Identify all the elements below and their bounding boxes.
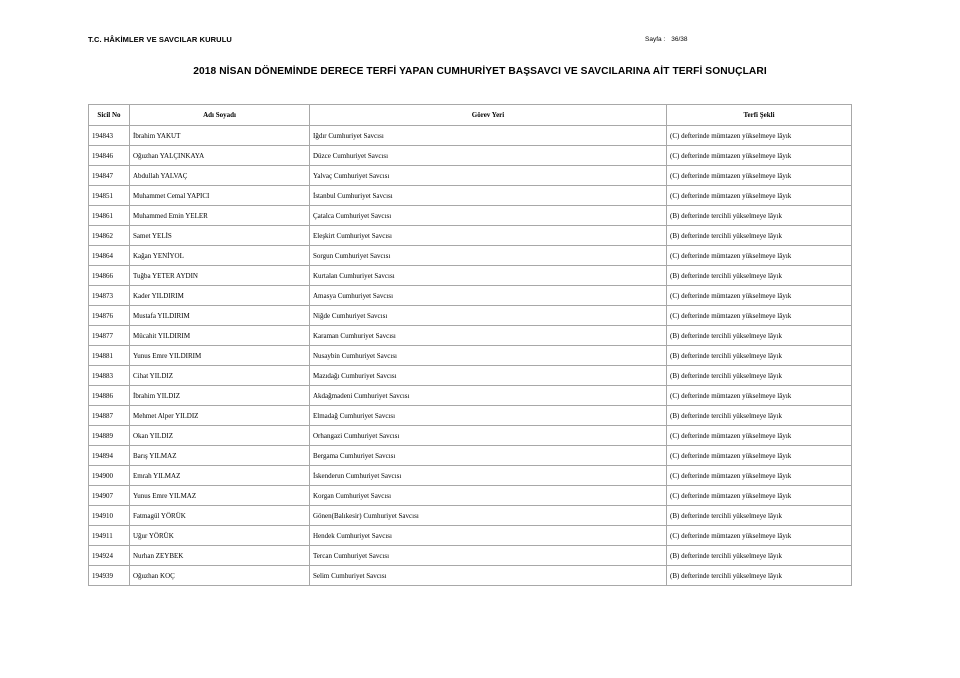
- table-row: [89, 246, 852, 266]
- table-row: [89, 406, 852, 426]
- cell-adi-soyadi: Mehmet Alper YILDIZ: [130, 406, 310, 426]
- cell-sicil-no: 194911: [89, 526, 130, 546]
- table-row: [89, 266, 852, 286]
- organization-name: T.C. HÂKİMLER VE SAVCILAR KURULU: [88, 35, 232, 44]
- cell-gorev-yeri: İstanbul Cumhuriyet Savcısı: [310, 186, 667, 206]
- table-row: [89, 466, 852, 486]
- cell-terfi-sekli: (B) defterinde tercihli yükselmeye lâyık: [667, 226, 852, 246]
- cell-gorev-yeri: Kurtalan Cumhuriyet Savcısı: [310, 266, 667, 286]
- column-header-terfi-sekli: Terfi Şekli: [667, 105, 852, 126]
- cell-terfi-sekli: (C) defterinde mümtazen yükselmeye lâyık: [667, 126, 852, 146]
- cell-adi-soyadi: Kader YILDIRIM: [130, 286, 310, 306]
- cell-terfi-sekli: (B) defterinde tercihli yükselmeye lâyık: [667, 326, 852, 346]
- table-row: [89, 446, 852, 466]
- cell-terfi-sekli: (C) defterinde mümtazen yükselmeye lâyık: [667, 306, 852, 326]
- table-row: [89, 566, 852, 586]
- cell-terfi-sekli: (C) defterinde mümtazen yükselmeye lâyık: [667, 246, 852, 266]
- cell-gorev-yeri: Korgan Cumhuriyet Savcısı: [310, 486, 667, 506]
- cell-adi-soyadi: Abdullah YALVAÇ: [130, 166, 310, 186]
- cell-gorev-yeri: Akdağmadeni Cumhuriyet Savcısı: [310, 386, 667, 406]
- cell-gorev-yeri: Yalvaç Cumhuriyet Savcısı: [310, 166, 667, 186]
- cell-gorev-yeri: Niğde Cumhuriyet Savcısı: [310, 306, 667, 326]
- cell-sicil-no: 194866: [89, 266, 130, 286]
- cell-sicil-no: 194881: [89, 346, 130, 366]
- cell-terfi-sekli: (C) defterinde mümtazen yükselmeye lâyık: [667, 486, 852, 506]
- cell-adi-soyadi: Tuğba YETER AYDIN: [130, 266, 310, 286]
- table-row: [89, 206, 852, 226]
- cell-sicil-no: 194894: [89, 446, 130, 466]
- cell-terfi-sekli: (B) defterinde tercihli yükselmeye lâyık: [667, 266, 852, 286]
- cell-sicil-no: 194910: [89, 506, 130, 526]
- cell-gorev-yeri: Iğdır Cumhuriyet Savcısı: [310, 126, 667, 146]
- cell-terfi-sekli: (C) defterinde mümtazen yükselmeye lâyık: [667, 286, 852, 306]
- table-row: [89, 286, 852, 306]
- cell-adi-soyadi: Barış YILMAZ: [130, 446, 310, 466]
- cell-sicil-no: 194861: [89, 206, 130, 226]
- table-row: [89, 386, 852, 406]
- cell-adi-soyadi: Emrah YILMAZ: [130, 466, 310, 486]
- cell-sicil-no: 194864: [89, 246, 130, 266]
- cell-sicil-no: 194886: [89, 386, 130, 406]
- table-row: [89, 426, 852, 446]
- cell-adi-soyadi: Yunus Emre YILDIRIM: [130, 346, 310, 366]
- cell-adi-soyadi: Oğuzhan YALÇINKAYA: [130, 146, 310, 166]
- cell-adi-soyadi: İbrahim YAKUT: [130, 126, 310, 146]
- cell-adi-soyadi: Okan YILDIZ: [130, 426, 310, 446]
- cell-sicil-no: 194900: [89, 466, 130, 486]
- cell-sicil-no: 194873: [89, 286, 130, 306]
- table-header-row: [89, 105, 852, 126]
- cell-adi-soyadi: Samet YELİS: [130, 226, 310, 246]
- table-row: [89, 146, 852, 166]
- column-header-gorev-yeri: Görev Yeri: [310, 105, 667, 126]
- cell-adi-soyadi: Yunus Emre YILMAZ: [130, 486, 310, 506]
- cell-terfi-sekli: (B) defterinde tercihli yükselmeye lâyık: [667, 406, 852, 426]
- table-row: [89, 126, 852, 146]
- document-title: 2018 NİSAN DÖNEMİNDE DERECE TERFİ YAPAN CUMHURİYET BAŞSAVCI VE SAVCILARINA AİT TERFİ SONUÇLARI: [193, 66, 767, 77]
- cell-gorev-yeri: Sorgun Cumhuriyet Savcısı: [310, 246, 667, 266]
- cell-sicil-no: 194877: [89, 326, 130, 346]
- cell-terfi-sekli: (C) defterinde mümtazen yükselmeye lâyık: [667, 466, 852, 486]
- cell-gorev-yeri: Selim Cumhuriyet Savcısı: [310, 566, 667, 586]
- table-row: [89, 326, 852, 346]
- cell-sicil-no: 194889: [89, 426, 130, 446]
- cell-gorev-yeri: Hendek Cumhuriyet Savcısı: [310, 526, 667, 546]
- cell-adi-soyadi: Mustafa YILDIRIM: [130, 306, 310, 326]
- cell-gorev-yeri: Düzce Cumhuriyet Savcısı: [310, 146, 667, 166]
- cell-gorev-yeri: Tercan Cumhuriyet Savcısı: [310, 546, 667, 566]
- table-row: [89, 346, 852, 366]
- page-number: 36/38: [671, 36, 688, 43]
- cell-sicil-no: 194876: [89, 306, 130, 326]
- cell-terfi-sekli: (B) defterinde tercihli yükselmeye lâyık: [667, 506, 852, 526]
- cell-sicil-no: 194847: [89, 166, 130, 186]
- cell-sicil-no: 194907: [89, 486, 130, 506]
- cell-adi-soyadi: Muhammet Cemal YAPICI: [130, 186, 310, 206]
- cell-adi-soyadi: İbrahim YILDIZ: [130, 386, 310, 406]
- cell-adi-soyadi: Uğur YÖRÜK: [130, 526, 310, 546]
- cell-gorev-yeri: Çatalca Cumhuriyet Savcısı: [310, 206, 667, 226]
- cell-terfi-sekli: (C) defterinde mümtazen yükselmeye lâyık: [667, 186, 852, 206]
- table-row: [89, 486, 852, 506]
- table-row: [89, 166, 852, 186]
- cell-gorev-yeri: Elmadağ Cumhuriyet Savcısı: [310, 406, 667, 426]
- cell-gorev-yeri: Mazıdağı Cumhuriyet Savcısı: [310, 366, 667, 386]
- table-row: [89, 546, 852, 566]
- table-row: [89, 226, 852, 246]
- cell-terfi-sekli: (C) defterinde mümtazen yükselmeye lâyık: [667, 386, 852, 406]
- cell-adi-soyadi: Kağan YENİYOL: [130, 246, 310, 266]
- cell-terfi-sekli: (B) defterinde tercihli yükselmeye lâyık: [667, 206, 852, 226]
- cell-sicil-no: 194939: [89, 566, 130, 586]
- cell-sicil-no: 194883: [89, 366, 130, 386]
- table-body: [89, 126, 852, 586]
- cell-terfi-sekli: (C) defterinde mümtazen yükselmeye lâyık: [667, 166, 852, 186]
- cell-sicil-no: 194843: [89, 126, 130, 146]
- cell-sicil-no: 194851: [89, 186, 130, 206]
- cell-gorev-yeri: Eleşkirt Cumhuriyet Savcısı: [310, 226, 667, 246]
- cell-terfi-sekli: (B) defterinde tercihli yükselmeye lâyık: [667, 566, 852, 586]
- cell-sicil-no: 194887: [89, 406, 130, 426]
- table-row: [89, 526, 852, 546]
- cell-terfi-sekli: (C) defterinde mümtazen yükselmeye lâyık: [667, 526, 852, 546]
- column-header-adi-soyadi: Adı Soyadı: [130, 105, 310, 126]
- cell-adi-soyadi: Fatmagül YÖRÜK: [130, 506, 310, 526]
- table-row: [89, 506, 852, 526]
- cell-gorev-yeri: İskenderun Cumhuriyet Savcısı: [310, 466, 667, 486]
- cell-adi-soyadi: Nurhan ZEYBEK: [130, 546, 310, 566]
- cell-adi-soyadi: Mücahit YILDIRIM: [130, 326, 310, 346]
- cell-terfi-sekli: (C) defterinde mümtazen yükselmeye lâyık: [667, 426, 852, 446]
- page-indicator: [645, 36, 688, 43]
- cell-gorev-yeri: Amasya Cumhuriyet Savcısı: [310, 286, 667, 306]
- column-header-sicil-no: Sicil No: [89, 105, 130, 126]
- cell-adi-soyadi: Oğuzhan KOÇ: [130, 566, 310, 586]
- cell-adi-soyadi: Muhammed Emin YELER: [130, 206, 310, 226]
- cell-gorev-yeri: Orhangazi Cumhuriyet Savcısı: [310, 426, 667, 446]
- cell-sicil-no: 194846: [89, 146, 130, 166]
- cell-terfi-sekli: (C) defterinde mümtazen yükselmeye lâyık: [667, 446, 852, 466]
- results-table: [88, 104, 852, 586]
- cell-sicil-no: 194924: [89, 546, 130, 566]
- cell-adi-soyadi: Cihat YILDIZ: [130, 366, 310, 386]
- table-row: [89, 366, 852, 386]
- cell-gorev-yeri: Nusaybin Cumhuriyet Savcısı: [310, 346, 667, 366]
- cell-gorev-yeri: Gönen(Balıkesir) Cumhuriyet Savcısı: [310, 506, 667, 526]
- cell-terfi-sekli: (B) defterinde tercihli yükselmeye lâyık: [667, 546, 852, 566]
- cell-terfi-sekli: (C) defterinde mümtazen yükselmeye lâyık: [667, 146, 852, 166]
- cell-terfi-sekli: (B) defterinde tercihli yükselmeye lâyık: [667, 346, 852, 366]
- table-row: [89, 306, 852, 326]
- table-row: [89, 186, 852, 206]
- cell-terfi-sekli: (B) defterinde tercihli yükselmeye lâyık: [667, 366, 852, 386]
- page-label: Sayfa :: [645, 36, 666, 43]
- cell-gorev-yeri: Bergama Cumhuriyet Savcısı: [310, 446, 667, 466]
- cell-gorev-yeri: Karaman Cumhuriyet Savcısı: [310, 326, 667, 346]
- cell-sicil-no: 194862: [89, 226, 130, 246]
